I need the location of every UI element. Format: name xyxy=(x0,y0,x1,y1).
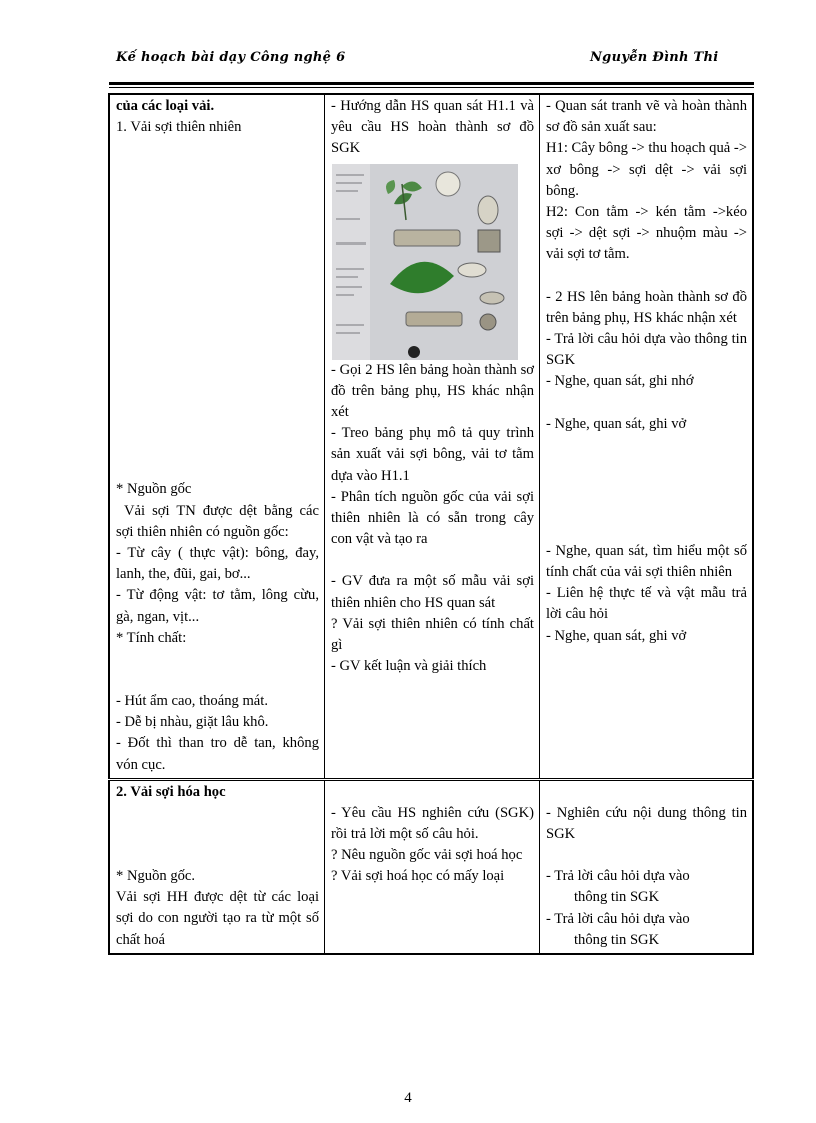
origin-text: Vải sợi HH được dệt từ các loại sợi do con người tạo ra từ một số chất hoá xyxy=(116,889,319,948)
hang-board: - Treo bảng phụ mô tả quy trình sản xuất vải sợi bông, vải tơ tằm dựa vào H1.1 xyxy=(331,425,534,484)
origin-title: * Nguồn gốc. xyxy=(116,868,196,885)
spacer xyxy=(331,550,534,571)
guide-observe-h1: - Hướng dẫn HS quan sát H1.1 và yêu cầu HS hoàn thành sơ đồ SGK xyxy=(331,98,534,157)
spacer xyxy=(546,782,747,803)
student-activity-column xyxy=(540,94,754,779)
section-heading-chemical: 2. Vải sợi hóa học xyxy=(116,783,226,800)
listen-observe-note-2: - Nghe, quan sát, ghi vở xyxy=(546,627,687,644)
fiber-icon xyxy=(478,196,498,224)
header-left-title: Kế hoạch bài dạy Công nghệ 6 xyxy=(116,50,346,65)
origin-animal: - Từ động vật: tơ tằm, lông cừu, gà, ngan, vịt... xyxy=(116,587,319,625)
answer-2: - Trả lời câu hỏi dựa vào xyxy=(546,910,690,927)
question-property: ? Vải sợi thiên nhiên có tính chất gì xyxy=(331,615,534,654)
student-activity-column xyxy=(540,779,754,954)
section-heading-tail: của các loại vải. xyxy=(116,98,215,114)
students-at-board: - 2 HS lên bảng hoàn thành sơ đồ trên bảng phụ, HS khác nhận xét xyxy=(546,288,747,326)
show-samples: - GV đưa ra một số mẫu vải sợi thiên nhiên cho HS quan sát xyxy=(331,573,534,611)
yarn-icon xyxy=(478,230,500,252)
fiber-production-photo xyxy=(332,164,518,360)
silk-fabric-icon xyxy=(406,312,462,326)
listen-observe-remember: - Nghe, quan sát, ghi nhớ xyxy=(546,373,694,390)
listen-observe-note-1: - Nghe, quan sát, ghi vở xyxy=(546,415,687,432)
page-number: 4 xyxy=(404,1090,412,1106)
diagram-h2: H2: Con tằm -> kén tằm ->kéo sợi -> dệt sợi -> nhuộm màu -> vải sợi tơ tằm. xyxy=(546,204,747,263)
header-rule-thin xyxy=(109,87,754,88)
lesson-plan-table xyxy=(108,93,754,955)
spacer xyxy=(546,393,747,414)
question-origin: ? Nêu nguồn gốc vải sợi hoá học xyxy=(331,847,523,864)
header-author: Nguyễn Đình Thi xyxy=(590,50,719,65)
origin-text: Vải sợi TN được dệt bằng các sợi thiên nhiên có nguồn gốc: xyxy=(116,502,319,540)
teacher-conclude: - GV kết luận và giải thích xyxy=(331,658,487,675)
analyze-origin: - Phân tích nguồn gốc của vải sợi thiên nhiên là có sẵn trong cây con vật và tạo ra xyxy=(331,488,534,548)
property-wrinkle: - Dễ bị nhàu, giặt lâu khô. xyxy=(116,714,269,731)
table-row-chemical-fiber xyxy=(109,779,753,954)
research-properties: - Nghe, quan sát, tìm hiểu một số tính chất của vải sợi thiên nhiên xyxy=(546,542,747,581)
answer-from-sgk: - Trả lời câu hỏi dựa vào thông tin SGK xyxy=(546,331,747,369)
subheading-natural-fiber: 1. Vải sợi thiên nhiên xyxy=(116,119,242,136)
answer-1-source: thông tin SGK xyxy=(574,889,660,906)
spacer xyxy=(546,266,747,287)
origin-plant: - Từ cây ( thực vật): bông, đay, lanh, the, đũi, gai, bơ... xyxy=(116,545,319,583)
spacer xyxy=(546,845,747,866)
question-types: ? Vải sợi hoá học có mấy loại xyxy=(331,868,505,885)
study-content: - Nghiên cứu nội dung thông tin SGK xyxy=(546,804,747,843)
observe-and-complete: - Quan sát tranh vẽ và hoàn thành sơ đồ sản xuất sau: xyxy=(546,98,747,136)
table-row-natural-fiber xyxy=(109,94,753,779)
diagram-h1: H1: Cây bông -> thu hoạch quả -> xơ bông -> sợi dệt -> vải sợi bông. xyxy=(546,140,747,199)
cotton-boll-icon xyxy=(436,172,460,196)
teacher-activity-column xyxy=(325,779,540,954)
relate-reality: - Liên hệ thực tế và vật mẫu trả lời câu hỏi xyxy=(546,585,747,623)
call-two-students: - Gọi 2 HS lên bảng hoàn thành sơ đồ trên bảng phụ, HS khác nhận xét xyxy=(331,361,534,421)
property-title: * Tính chất: xyxy=(116,629,187,646)
spacer xyxy=(331,782,534,803)
answer-2-source: thông tin SGK xyxy=(574,931,660,948)
cocoon-icon xyxy=(458,263,486,277)
content-column xyxy=(109,94,325,779)
property-absorb: - Hút ẩm cao, thoáng mát. xyxy=(116,693,268,710)
ask-research: - Yêu cầu HS nghiên cứu (SGK) rồi trả lời một số câu hỏi. xyxy=(331,804,534,843)
property-burn: - Đốt thì than tro dễ tan, không vón cục. xyxy=(116,735,319,773)
header-rule-thick xyxy=(109,82,754,85)
teacher-activity-column xyxy=(325,94,540,779)
fabric-roll-icon xyxy=(394,230,460,246)
content-column xyxy=(109,779,325,954)
origin-title: * Nguồn gốc xyxy=(116,481,192,498)
answer-1: - Trả lời câu hỏi dựa vào xyxy=(546,868,690,885)
